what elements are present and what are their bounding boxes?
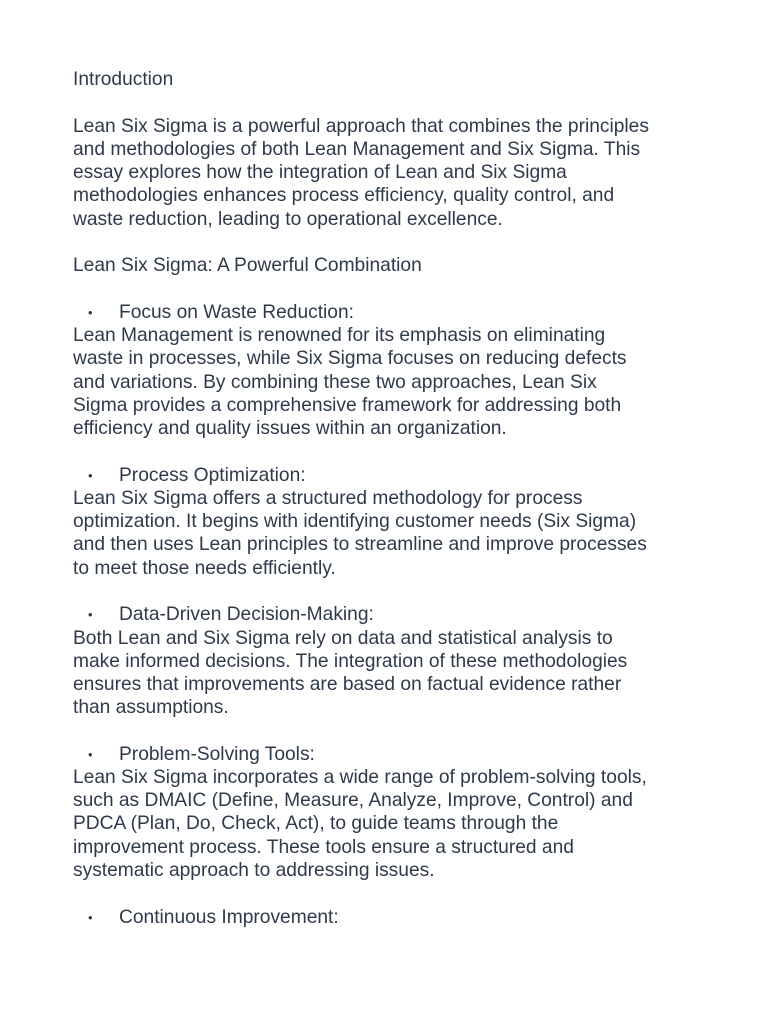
- bullet-item: [73, 603, 703, 626]
- bullet-item: [73, 743, 703, 766]
- paragraph-line: efficiency and quality issues within an organization.: [73, 418, 507, 440]
- paragraph-line: methodologies enhances process efficiency, quality control, and: [73, 185, 615, 207]
- intro-paragraph: [73, 115, 703, 231]
- intro-heading: Introduction: [73, 69, 174, 90]
- spacer: [73, 231, 703, 255]
- paragraph-line: such as DMAIC (Define, Measure, Analyze, Improve, Control) and: [73, 790, 633, 812]
- bullet-section-waste-reduction: [73, 301, 703, 440]
- spacer: [73, 719, 703, 743]
- bullet-icon: •: [88, 746, 93, 762]
- bullet-title: Focus on Waste Reduction:: [119, 302, 354, 324]
- bullet-icon: •: [88, 305, 93, 321]
- bullet-section-process-optimization: [73, 464, 703, 580]
- spacer: [73, 580, 703, 604]
- bullet-section-data-driven: [73, 603, 703, 719]
- paragraph-line: PDCA (Plan, Do, Check, Act), to guide teams through the: [73, 813, 559, 835]
- paragraph-line: than assumptions.: [73, 697, 229, 719]
- paragraph-line: systematic approach to addressing issues.: [73, 859, 435, 881]
- paragraph-line: to meet those needs efficiently.: [73, 557, 336, 579]
- bullet-icon: •: [88, 909, 93, 925]
- paragraph-line: Lean Six Sigma offers a structured methodology for process: [73, 488, 583, 509]
- paragraph-line: improvement process. These tools ensure a structured and: [73, 836, 574, 858]
- bullet-title: Data-Driven Decision-Making:: [119, 604, 374, 626]
- paragraph-line: Lean Six Sigma incorporates a wide range of problem-solving tools,: [73, 767, 647, 789]
- spacer: [73, 91, 703, 115]
- section-heading: Lean Six Sigma: A Powerful Combination: [73, 255, 422, 277]
- paragraph-line: Lean Management is renowned for its emphasis on eliminating: [73, 325, 606, 347]
- spacer: [73, 278, 703, 302]
- document-body: [73, 68, 703, 929]
- paragraph-line: and then uses Lean principles to streamline and improve processes: [73, 534, 647, 556]
- paragraph-line: ensures that improvements are based on factual evidence rather: [73, 673, 622, 695]
- spacer: [73, 440, 703, 464]
- bullet-icon: •: [88, 467, 93, 483]
- paragraph-line: waste reduction, leading to operational excellence.: [73, 208, 503, 230]
- bullet-title: Problem-Solving Tools:: [119, 743, 315, 765]
- paragraph-line: waste in processes, while Six Sigma focuses on reducing defects: [73, 348, 627, 370]
- bullet-section-problem-solving: [73, 743, 703, 882]
- paragraph-line: and variations. By combining these two approaches, Lean Six: [73, 371, 597, 393]
- bullet-section-continuous-improvement: [73, 906, 703, 929]
- paragraph-line: and methodologies of both Lean Management and Six Sigma. This: [73, 138, 641, 160]
- paragraph-line: optimization. It begins with identifying customer needs (Six Sigma): [73, 511, 637, 533]
- bullet-item: [73, 464, 703, 487]
- spacer: [73, 882, 703, 906]
- paragraph-line: Sigma provides a comprehensive framework for addressing both: [73, 394, 622, 416]
- paragraph-line: Both Lean and Six Sigma rely on data and statistical analysis to: [73, 627, 613, 649]
- bullet-title: Continuous Improvement:: [119, 906, 339, 928]
- paragraph-line: essay explores how the integration of Lean and Six Sigma: [73, 162, 567, 184]
- bullet-title: Process Optimization:: [119, 464, 306, 486]
- bullet-item: [73, 301, 703, 324]
- bullet-icon: •: [88, 607, 93, 623]
- paragraph-line: Lean Six Sigma is a powerful approach that combines the principles: [73, 115, 649, 137]
- bullet-item: [73, 906, 703, 929]
- paragraph-line: make informed decisions. The integration of these methodologies: [73, 650, 628, 672]
